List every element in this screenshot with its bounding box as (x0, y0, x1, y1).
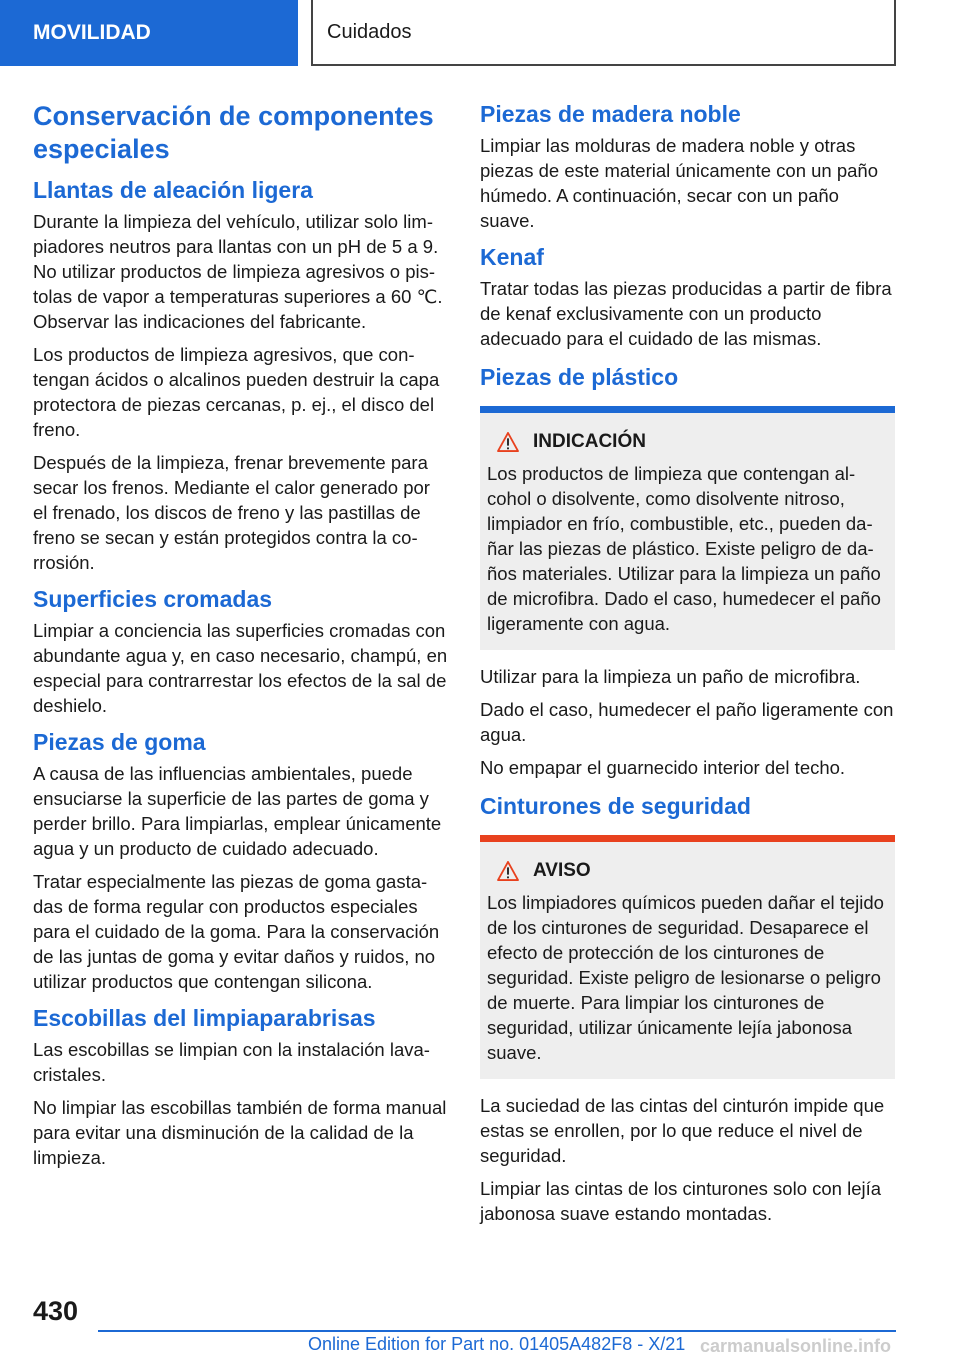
paragraph: Durante la limpieza del vehículo, utilizar solo limpiadores neutros para llantas con un pH de 5 a 9. No utilizar productos de limpieza agresivos o pistolas de vapor a temperaturas superiores a 60 ℃. Observar las indicaciones del fabricante. (33, 211, 443, 332)
paragraph: Dado el caso, humedecer el paño ligeramente con agua. (480, 699, 894, 745)
paragraph: Tratar especialmente las piezas de goma gastadas de forma regular con productos especiales para el cuidado de la goma. Para la conservación de las juntas de goma y evitar daños y ruidos, no utilizar productos que contengan silicona. (33, 871, 440, 992)
paragraph: No limpiar las escobillas también de forma manual para evitar una disminución de la calidad de la limpieza. (33, 1097, 447, 1168)
paragraph: A causa de las influencias ambientales, puede ensuciarse la superficie de las partes de goma y perder brillo. Para limpiarlas, emplear únicamente agua y un producto de cuidado adecuado. (33, 763, 442, 859)
page-heading: Conservación de componentes especiales (33, 101, 434, 164)
heading-kenaf: Kenaf (480, 244, 544, 270)
heading-plastic-parts: Piezas de plástico (480, 364, 679, 390)
heading-chrome-surfaces: Superficies cromadas (33, 586, 273, 612)
notice-label: INDICACIÓN (533, 431, 646, 452)
right-column (480, 100, 895, 1234)
heading-seat-belts: Cinturones de seguridad (480, 793, 751, 819)
paragraph: Utilizar para la limpieza un paño de microfibra. (480, 666, 861, 687)
section-tab: MOVILIDAD (0, 0, 298, 66)
watermark: carmanualsonline.info (700, 1336, 892, 1356)
warning-label: AVISO (533, 860, 591, 881)
paragraph: Limpiar a conciencia las superficies cromadas con abundante agua y, en caso necesario, champú, en especial para contrarrestar los efectos de la sal de deshielo. (33, 620, 448, 716)
warning-triangle-icon (497, 861, 519, 881)
paragraph: Limpiar las cintas de los cinturones solo con lejía jabonosa suave estando montadas. (480, 1178, 882, 1224)
paragraph: La suciedad de las cintas del cinturón impide que estas se enrollen, por lo que reduce el nivel de seguridad. (480, 1095, 885, 1166)
warning-header (497, 860, 887, 882)
heading-wood-parts: Piezas de madera noble (480, 101, 741, 127)
chapter-title: Cuidados (311, 0, 896, 66)
warning-text: Los limpiadores químicos pueden dañar el tejido de los cinturones de seguridad. Desaparece el efecto de protección de los cinturones de seguridad. Existe peligro de lesionarse o peligro de muerte. Para limpiar los cinturones de seguridad, utilizar únicamente lejía jabonosa suave. (487, 892, 884, 1063)
notice-box (480, 406, 895, 650)
footer-edition: Online Edition for Part no. 01405A482F8 - X/21 (308, 1334, 686, 1354)
paragraph: Tratar todas las piezas producidas a partir de fibra de kenaf exclusivamente con un producto adecuado para el cuidado de las mismas. (480, 278, 892, 349)
footer-divider (98, 1330, 896, 1332)
page-number: 430 (33, 1296, 79, 1326)
notice-header (497, 431, 887, 453)
warning-triangle-icon (497, 432, 519, 452)
notice-text: Los productos de limpieza que contengan alcohol o disolvente, como disolvente nitroso, limpiador en frío, combustible, etc., pueden dañar las piezas de plástico. Existe peligro de daños materiales. Utilizar para la limpieza un paño de microfibra. Dado el caso, humedecer el paño ligeramente con agua. (487, 463, 881, 634)
heading-wipers: Escobillas del limpiaparabrisas (33, 1005, 376, 1031)
paragraph: Después de la limpieza, frenar brevemente para secar los frenos. Mediante el calor generado por el frenado, los discos de freno y las pastillas de freno se secan y están protegidos contra la corrosión. (33, 452, 430, 573)
warning-box (480, 835, 895, 1079)
left-column (33, 100, 448, 1178)
paragraph: No empapar el guarnecido interior del techo. (480, 757, 846, 778)
paragraph: Las escobillas se limpian con la instalación lavacristales. (33, 1039, 430, 1085)
paragraph: Limpiar las molduras de madera noble y otras piezas de este material únicamente con un paño húmedo. A continuación, secar con un paño suave. (480, 135, 879, 231)
heading-alloy-wheels: Llantas de aleación ligera (33, 177, 313, 203)
heading-rubber-parts: Piezas de goma (33, 729, 206, 755)
paragraph: Los productos de limpieza agresivos, que contengan ácidos o alcalinos pueden destruir la capa protectora de piezas cercanas, p. ej., el disco del freno. (33, 344, 440, 440)
